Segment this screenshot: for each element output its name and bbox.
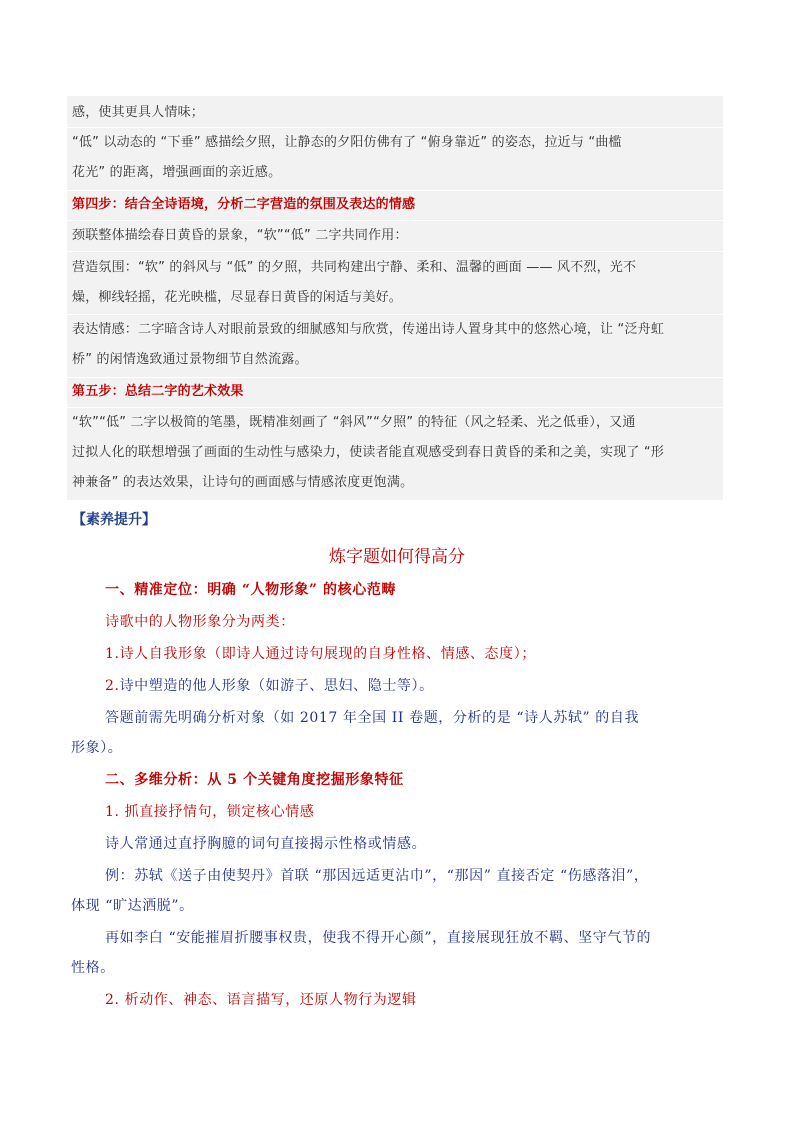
paragraph-continuation: 形象）。	[71, 740, 123, 756]
list-number: 2.	[105, 678, 120, 694]
heading-2: 二、多维分析：从 5 个关键角度挖掘形象特征	[105, 772, 404, 788]
row-separator	[67, 251, 723, 252]
list-number: 1.	[105, 646, 120, 662]
paragraph: 例：苏轼《送子由使契丹》首联 “那因远适更沾巾”，“那因” 直接否定 “伤感落泪”，	[105, 868, 649, 884]
paragraph: 诗人常通过直抒胸臆的词句直接揭示性格或情感。	[105, 836, 427, 852]
step-five-heading: 第五步：总结二字的艺术效果	[72, 384, 244, 399]
list-text: 诗中塑造的他人形象（如游子、思妇、隐士等）。	[119, 678, 434, 694]
answer-line: “软”“低” 二字以极简的笔墨，既精准刻画了 “斜风”“夕照” 的特征（风之轻柔、光之低垂），又通	[72, 415, 636, 430]
answer-line: 营造氛围：“软” 的斜风与 “低” 的夕照，共同构建出宁静、柔和、温馨的画面 —— 风不烈，光不	[72, 260, 637, 275]
paragraph: 诗歌中的人物形象分为两类：	[105, 614, 295, 630]
row-separator	[67, 377, 723, 378]
list-text: 诗人自我形象（即诗人通过诗句展现的自身性格、情感、态度）；	[119, 646, 536, 662]
step-four-heading: 第四步：结合全诗语境，分析二字营造的氛围及表达的情感	[72, 197, 416, 212]
paragraph: 再如李白 “安能摧眉折腰事权贵，使我不得开心颜”，直接展现狂放不羁、坚守气节的	[105, 930, 652, 946]
answer-line: 过拟人化的联想增强了画面的生动性与感染力，使读者能直观感受到春日黄昏的柔和之美，实现了 “形	[72, 445, 665, 460]
answer-line: 桥” 的闲情逸致通过景物细节自然流露。	[72, 352, 308, 367]
subheading: 2. 析动作、神态、语言描写，还原人物行为逻辑	[105, 992, 417, 1008]
row-separator	[67, 127, 723, 128]
subheading: 1. 抓直接抒情句，锁定核心情感	[105, 804, 315, 820]
section-label: 【素养提升】	[72, 512, 156, 528]
answer-explanation-block	[67, 96, 723, 500]
answer-line: 感，使其更具人情味；	[72, 105, 205, 120]
row-separator	[67, 407, 723, 408]
row-separator	[67, 314, 723, 315]
answer-line: 表达情感：二字暗含诗人对眼前景致的细腻感知与欣赏，传递出诗人置身其中的悠然心境，让 “泛舟虹	[72, 322, 665, 337]
answer-line: 神兼备” 的表达效果，让诗句的画面感与情感浓度更饱满。	[72, 475, 414, 490]
answer-line: 花光” 的距离，增强画面的亲近感。	[72, 165, 282, 180]
row-separator	[67, 190, 723, 191]
answer-line: 颈联整体描绘春日黄昏的景象，“软”“低” 二字共同作用：	[72, 228, 408, 243]
list-item	[105, 644, 536, 664]
row-separator	[67, 220, 723, 221]
answer-line: 燥，柳线轻摇，花光映槛，尽显春日黄昏的闲适与美好。	[72, 290, 403, 305]
paragraph-continuation: 体现 “旷达洒脱”。	[71, 898, 194, 914]
page-title: 炼字题如何得高分	[329, 547, 465, 567]
list-item	[105, 676, 434, 696]
answer-line: “低” 以动态的 “下垂” 感描绘夕照，让静态的夕阳仿佛有了 “俯身靠近” 的姿态，拉近与 “曲槛	[72, 135, 622, 150]
heading-1: 一、精准定位：明确 “人物形象” 的核心范畴	[105, 582, 397, 598]
paragraph-continuation: 性格。	[71, 960, 115, 976]
paragraph: 答题前需先明确分析对象（如 2017 年全国 II 卷题，分析的是 “诗人苏轼” 的自我	[105, 710, 640, 726]
